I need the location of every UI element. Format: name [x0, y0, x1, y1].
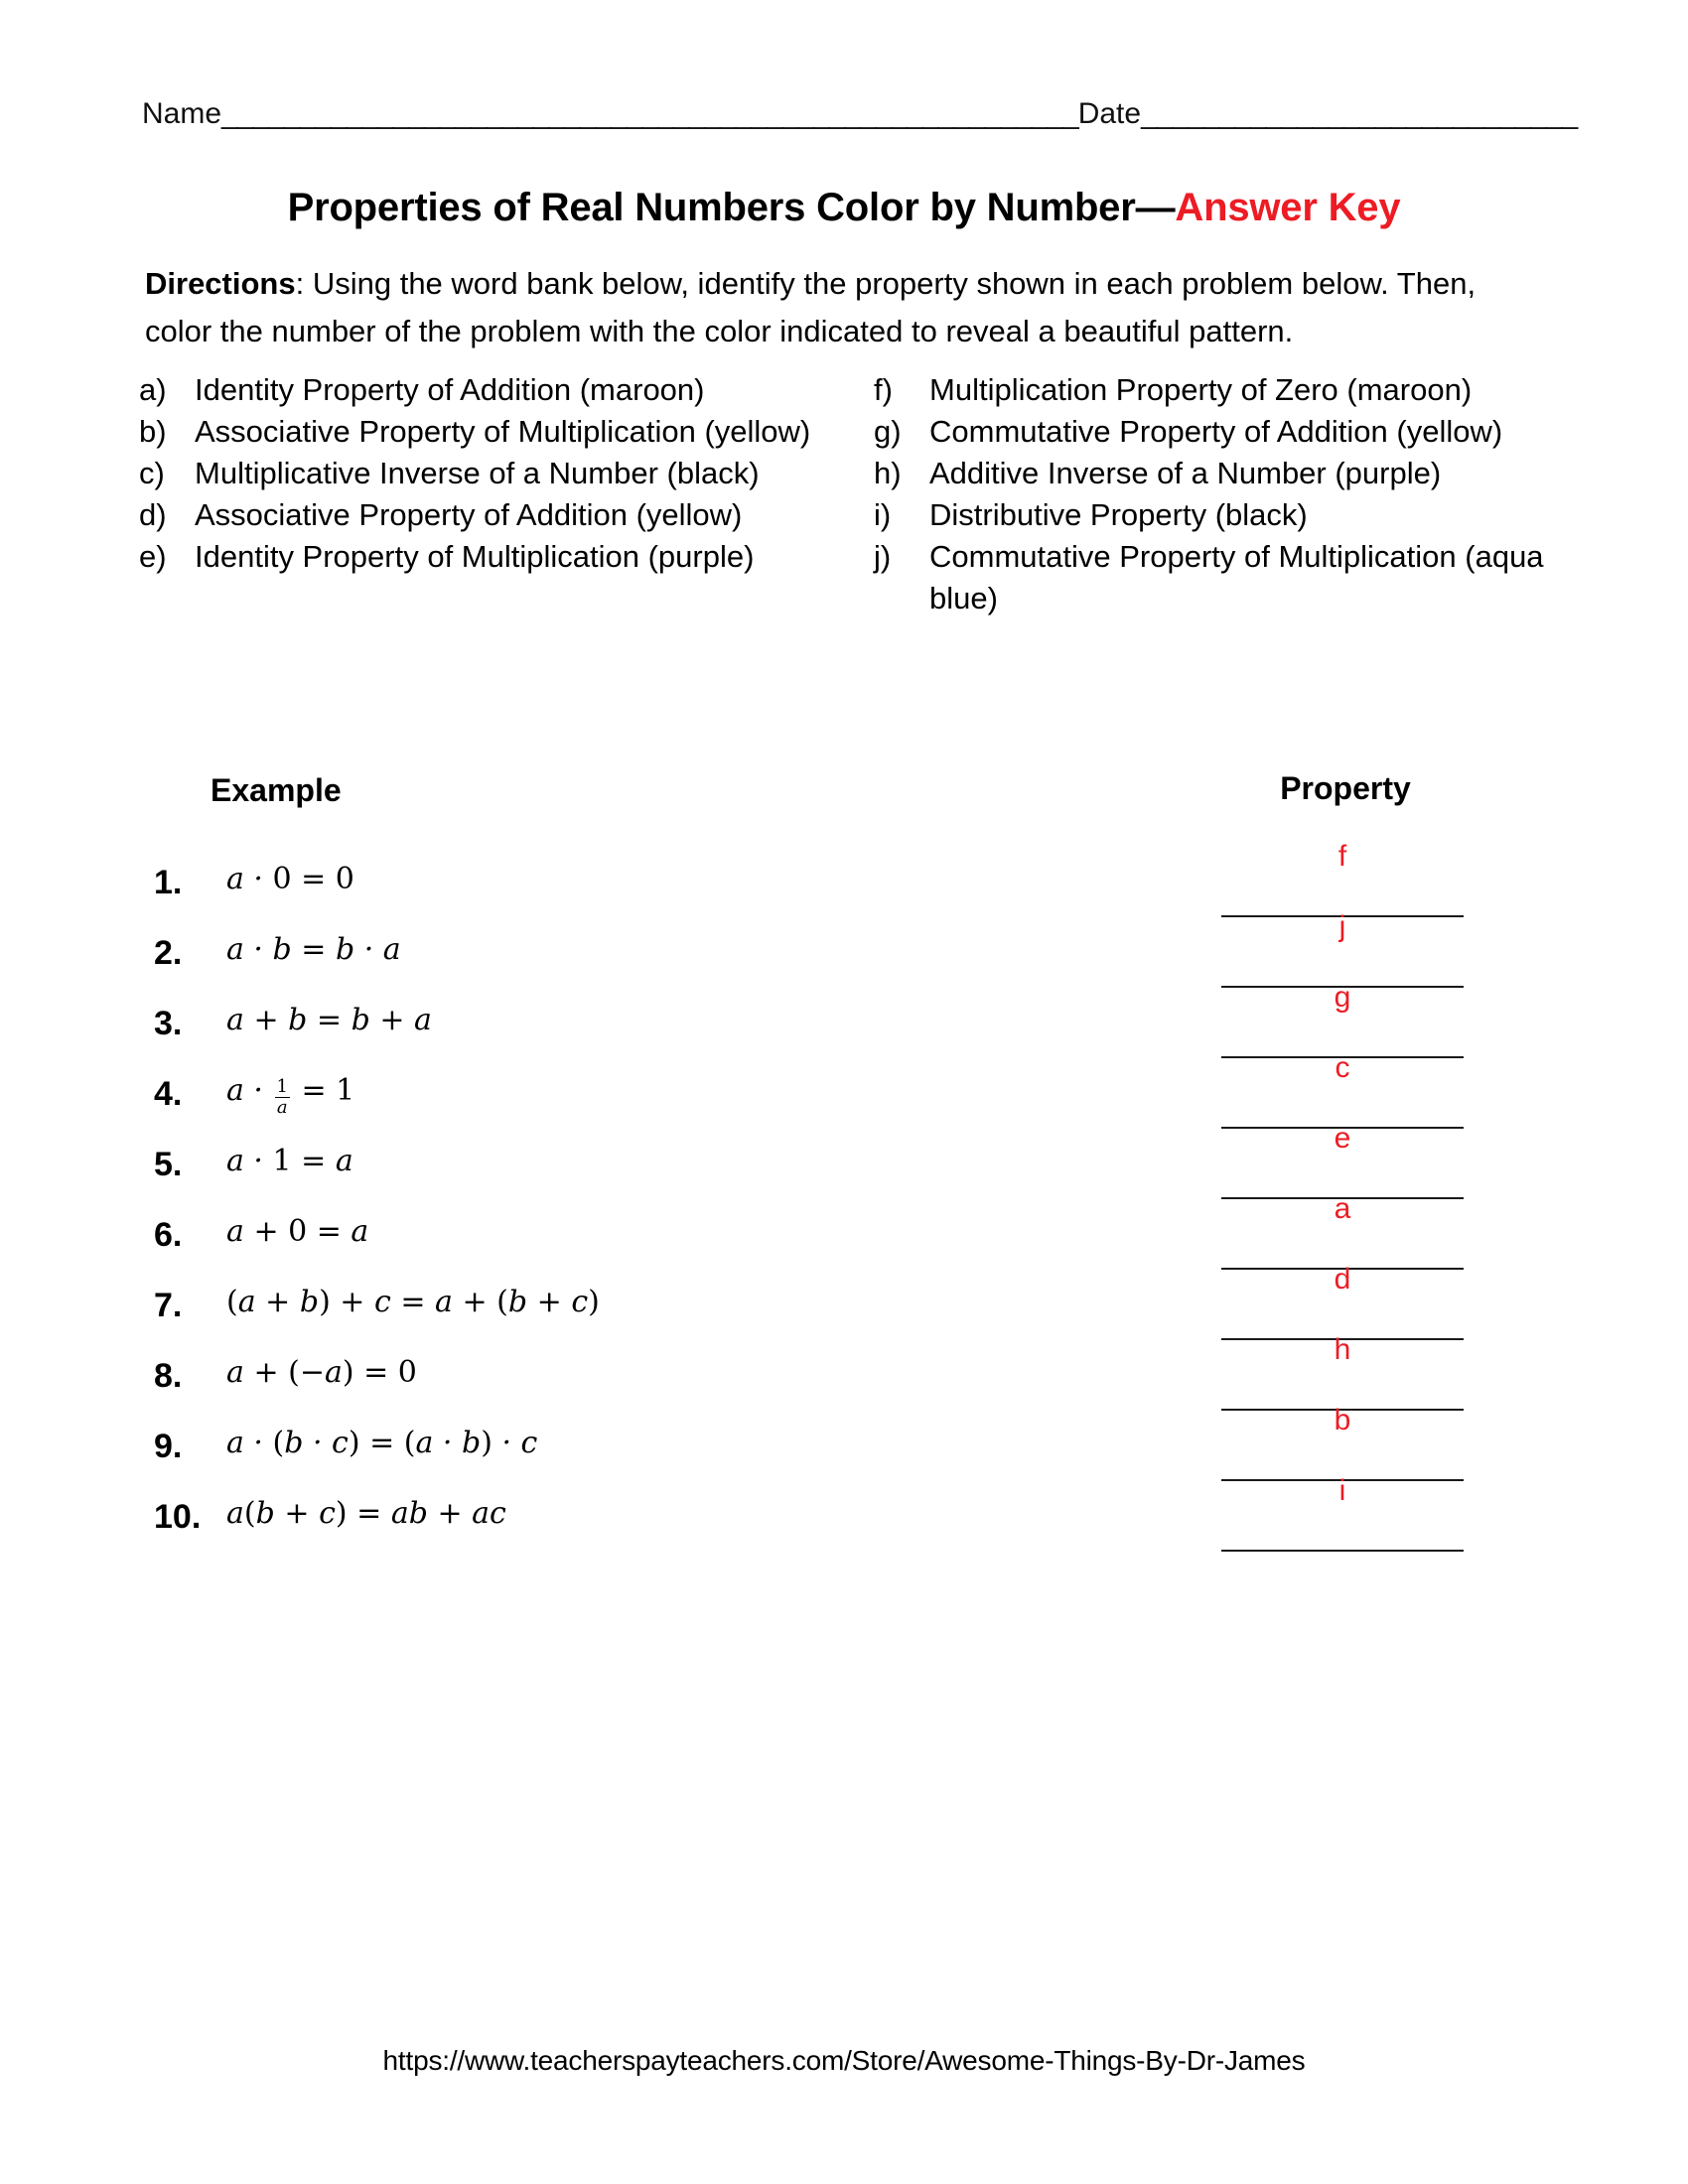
answer-key-letter: c: [1335, 1051, 1350, 1084]
problem-number: 1.: [154, 864, 183, 901]
word-bank-marker: j): [874, 539, 892, 574]
answer-key-letter: e: [1334, 1122, 1351, 1155]
answer-slot[interactable]: [1221, 1263, 1464, 1340]
problem-equation: a + 0 = a: [226, 1214, 369, 1249]
word-bank-marker: c): [139, 456, 165, 490]
word-bank-marker: a): [139, 372, 167, 407]
word-bank-marker: i): [874, 497, 892, 532]
word-bank-item: [139, 453, 834, 494]
answer-slot[interactable]: [1221, 1404, 1464, 1481]
directions-text: : Using the word bank below, identify the property shown in each problem below. Then, color the number of the problem with the color indicated to reveal a beautiful pattern.: [145, 266, 1477, 348]
answer-slot[interactable]: [1221, 1333, 1464, 1411]
word-bank-item: [139, 369, 834, 411]
word-bank-item: [874, 536, 1559, 619]
problem-equation: (a + b) + c = a + (b + c): [226, 1285, 600, 1319]
answer-blank-line[interactable]: [1221, 1550, 1464, 1552]
page-title: [0, 186, 1688, 230]
answer-key-letter: d: [1334, 1263, 1351, 1296]
answer-slot[interactable]: [1221, 840, 1464, 917]
name-label: Name: [142, 97, 222, 130]
word-bank-column-right: [874, 369, 1559, 619]
problem-number: 4.: [154, 1075, 183, 1113]
answer-key-letter: h: [1334, 1333, 1351, 1366]
problem-equation: a + (−a) = 0: [226, 1355, 417, 1390]
word-bank-label: Commutative Property of Multiplication (aqua blue): [929, 539, 1544, 615]
answer-slot[interactable]: [1221, 1122, 1464, 1199]
word-bank-item: [139, 494, 834, 536]
answer-slot[interactable]: [1221, 1192, 1464, 1270]
problem-equation: a(b + c) = ab + ac: [226, 1496, 506, 1531]
answer-key-letter: j: [1338, 910, 1346, 943]
word-bank-label: Additive Inverse of a Number (purple): [929, 456, 1442, 490]
word-bank-label: Associative Property of Multiplication (yellow): [195, 414, 811, 449]
word-bank-marker: d): [139, 497, 167, 532]
problem-number: 5.: [154, 1146, 183, 1183]
answer-key-letter: f: [1337, 840, 1347, 873]
problem-number: 6.: [154, 1216, 183, 1254]
answer-slot[interactable]: [1221, 1051, 1464, 1129]
word-bank-label: Associative Property of Addition (yellow): [195, 497, 743, 532]
problem-number: 8.: [154, 1357, 183, 1395]
problem-equation: a · (b · c) = (a · b) · c: [226, 1426, 538, 1460]
word-bank-label: Distributive Property (black): [929, 497, 1308, 532]
problem-list: [0, 840, 1688, 1561]
word-bank-marker: b): [139, 414, 167, 449]
word-bank-item: [874, 369, 1559, 411]
problem-equation: a · 1 = a: [226, 1144, 353, 1178]
problem-equation: a + b = b + a: [226, 1003, 432, 1037]
word-bank-label: Multiplication Property of Zero (maroon): [929, 372, 1473, 407]
word-bank-item: [874, 453, 1559, 494]
problem-number: 3.: [154, 1005, 183, 1042]
word-bank-marker: h): [874, 456, 902, 490]
problem-row: [0, 1474, 1688, 1561]
answer-slot[interactable]: [1221, 981, 1464, 1058]
problem-number: 10.: [154, 1498, 202, 1536]
name-write-line[interactable]: _______________________________________________________: [221, 97, 1078, 130]
answer-slot[interactable]: [1221, 1474, 1464, 1552]
word-bank-marker: g): [874, 414, 902, 449]
answer-key-letter: a: [1334, 1192, 1351, 1225]
word-bank-item: [874, 494, 1559, 536]
problem-equation: a · $\frac{1}{a}$ = 1: [226, 1073, 355, 1118]
word-bank-marker: e): [139, 539, 167, 574]
word-bank-label: Multiplicative Inverse of a Number (black): [195, 456, 760, 490]
word-bank-marker: f): [874, 372, 893, 407]
problem-number: 9.: [154, 1428, 183, 1465]
word-bank-label: Commutative Property of Addition (yellow): [929, 414, 1503, 449]
answer-key-letter: i: [1338, 1474, 1346, 1507]
problem-equation: a · b = b · a: [226, 932, 401, 967]
directions-paragraph: [145, 260, 1535, 355]
property-column-heading: Property: [1280, 770, 1411, 806]
answer-key-badge: Answer Key: [1175, 186, 1401, 229]
page-title-main: Properties of Real Numbers Color by Number—: [287, 186, 1176, 229]
problem-number: 2.: [154, 934, 183, 972]
fraction-one-over-a: $\frac{1}{a}$: [276, 1075, 288, 1118]
problem-equation: a · 0 = 0: [226, 862, 354, 896]
footer-store-url[interactable]: https://www.teacherspayteachers.com/Store/Awesome-Things-By-Dr-James: [382, 2045, 1306, 2076]
date-write-line[interactable]: ____________________________: [1141, 97, 1578, 130]
name-date-header: [142, 97, 1578, 131]
directions-label: Directions: [145, 266, 296, 301]
date-label: Date: [1077, 97, 1142, 130]
word-bank-item: [874, 411, 1559, 453]
answer-key-letter: g: [1334, 981, 1351, 1014]
problem-number: 7.: [154, 1287, 183, 1324]
word-bank-column-left: [139, 369, 834, 578]
answer-key-letter: b: [1334, 1404, 1351, 1436]
example-column-heading: Example: [211, 772, 342, 808]
word-bank-label: Identity Property of Addition (maroon): [195, 372, 705, 407]
answer-slot[interactable]: [1221, 910, 1464, 988]
word-bank-label: Identity Property of Multiplication (purple): [195, 539, 755, 574]
word-bank-item: [139, 411, 834, 453]
word-bank-item: [139, 536, 834, 578]
